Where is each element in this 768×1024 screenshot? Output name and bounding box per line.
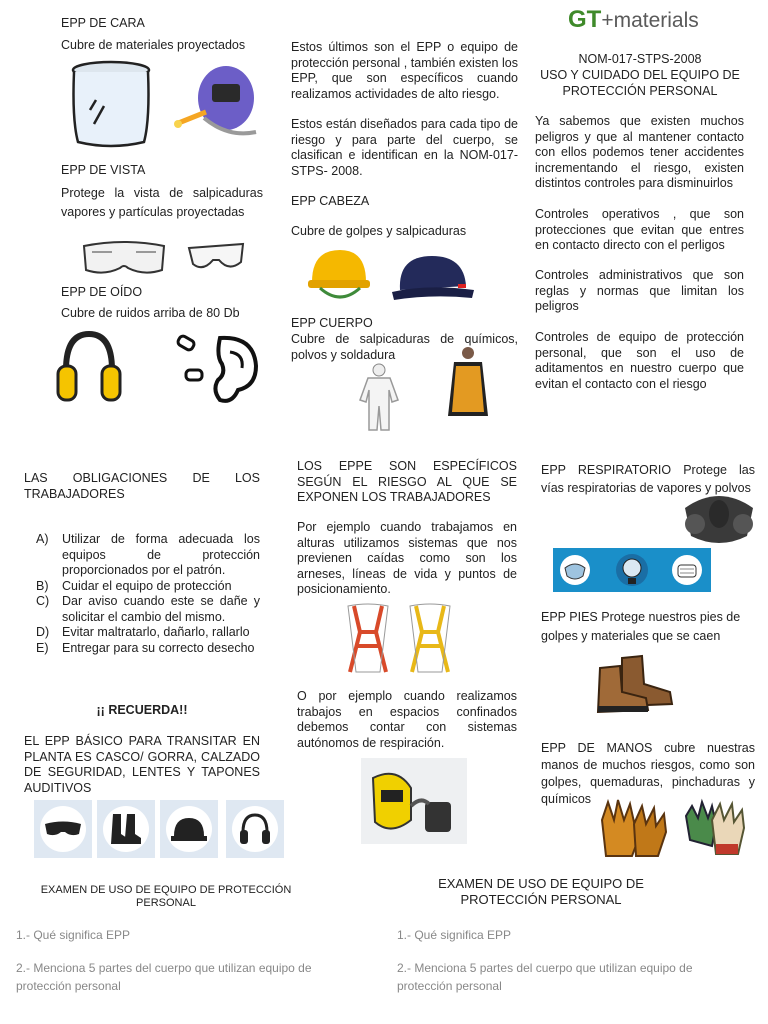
list-item: E) Entregar para su correcto desecho — [36, 640, 255, 655]
harness-icon — [402, 602, 458, 674]
manos-title: EPP DE MANOS — [541, 741, 653, 755]
goggles-icon — [43, 820, 83, 838]
alturas-paragraph: Por ejemplo cuando trabajamos en alturas utilizamos sistemas que nos previenen caídas como son los arneses, líneas de vida y puntos de posicionamiento. — [297, 520, 517, 596]
cabeza-title: EPP CABEZA — [291, 194, 370, 208]
logo-gt: GT — [568, 6, 602, 33]
pies-title: EPP PIES — [541, 610, 598, 624]
pies-text — [541, 608, 755, 646]
respiratorio-title: EPP RESPIRATORIO — [541, 463, 672, 477]
exam-title-left: EXAMEN DE USO DE EQUIPO DE PROTECCIÓN PERSONAL — [40, 884, 292, 909]
cuerpo-title: EPP CUERPO — [291, 316, 373, 330]
logo-rest: +materials — [601, 9, 699, 32]
brand-logo — [568, 6, 699, 36]
ear-plugs-icon — [172, 330, 262, 410]
confinados-paragraph: O por ejemplo cuando realizamos trabajos en espacios confinados debemos contar con sistemas autónomos de respiración. — [297, 689, 517, 750]
earmuffs-tile — [226, 800, 284, 858]
exam-question-2-mid: 2.- Menciona 5 partes del cuerpo que utilizan equipo de protección personal — [397, 961, 693, 993]
helmet-tile — [160, 800, 218, 858]
safety-glasses-icon — [185, 238, 247, 278]
cara-desc: Cubre de materiales proyectados — [61, 38, 246, 52]
col3-paragraph-1: Ya sabemos que existen muchos peligros y que al mantener contacto con ellos podemos tener accidentes incrementando el riesgo, existen distintos controles para disminuirlos — [535, 114, 744, 190]
obligaciones-title: LAS OBLIGACIONES DE LOS TRABAJADORES — [24, 471, 260, 501]
gas-mask-icon — [615, 552, 649, 588]
work-gloves-icon — [682, 796, 754, 858]
coverall-suit-icon — [356, 362, 402, 432]
recuerda-heading: ¡¡ RECUERDA!! — [96, 703, 188, 717]
oido-desc: Cubre de ruidos arriba de 80 Db — [61, 306, 240, 320]
headphones-icon — [238, 812, 272, 846]
half-face-respirator-icon — [681, 488, 757, 548]
vista-desc: Protege la vista de salpicaduras vapores y partículas proyectadas — [61, 186, 263, 219]
oido-title: EPP DE OÍDO — [61, 285, 143, 299]
col3-paragraph-3: Controles administrativos que son reglas y normas que limitan los peligros — [535, 268, 744, 313]
intro-paragraph-1: Estos últimos son el EPP o equipo de protección personal , también existen los EPP, que son específicos cuando realizamos actividades de alto riesgo. — [291, 40, 518, 101]
epp-basico-text: EL EPP BÁSICO PARA TRANSITAR EN PLANTA ES CASCO/ GORRA, CALZADO DE SEGURIDAD, LENTES Y TAPONES AUDITIVOS — [24, 734, 260, 795]
manos-desc: cubre nuestras manos de muchos riesgos, como son golpes, quemaduras, pinchaduras y químicos — [541, 741, 756, 806]
goggles-tile — [34, 800, 92, 858]
boots-tile — [97, 800, 155, 858]
harness-icon — [340, 602, 396, 674]
col3-paragraph-4: Controles de equipo de protección personal, que son el uso de aditamentos en nuestro cuerpo que evitan el contacto con el riesgo — [535, 330, 744, 391]
list-item: A) Utilizar de forma adecuada los equipos de protección proporcionados por el patrón. — [36, 532, 260, 577]
safety-goggles-icon — [78, 236, 170, 280]
respiratory-banner — [553, 548, 711, 592]
nom-title: NOM-017-STPS-2008 — [578, 52, 702, 66]
welding-apron-icon — [440, 346, 496, 420]
eppe-title: LOS EPPE SON ESPECÍFICOS SEGÚN EL RIESGO AL QUE SE EXPONEN LOS TRABAJADORES — [297, 459, 517, 504]
respirator-mask-photo — [361, 758, 467, 844]
boots-icon — [109, 812, 143, 846]
hard-hat-icon — [306, 244, 372, 306]
cabeza-desc: Cubre de golpes y salpicaduras — [291, 224, 467, 238]
exam-question-1-mid: 1.- Qué significa EPP — [397, 928, 512, 942]
leather-gloves-icon — [596, 796, 672, 858]
col3-paragraph-2: Controles operativos , que son protecciones que evitan que entres en contacto directo con el perligos — [535, 207, 744, 252]
exam-question-1-left: 1.- Qué significa EPP — [16, 928, 131, 942]
welding-respirator-icon — [367, 766, 461, 838]
list-item: C) Dar aviso cuando este se dañe y solicitar el cambio del mismo. — [36, 594, 260, 624]
vista-title: EPP DE VISTA — [61, 163, 146, 177]
welding-helmet-icon — [168, 62, 268, 148]
nom-subtitle: USO Y CUIDADO DEL EQUIPO DE PROTECCIÓN PERSONAL — [540, 68, 740, 98]
exam-title-mid: EXAMEN DE USO DE EQUIPO DE PROTECCIÓN PERSONAL — [438, 876, 644, 907]
cara-title: EPP DE CARA — [61, 16, 145, 30]
intro-paragraph-2: Estos están diseñados para cada tipo de riesgo y para parte del cuerpo, se clasifican e identifican en la NOM-017-STPS- 2008. — [291, 117, 518, 178]
exam-question-2-left: 2.- Menciona 5 partes del cuerpo que utilizan equipo de protección personal — [16, 961, 312, 993]
list-item: B) Cuidar el equipo de protección — [36, 578, 232, 593]
pies-desc: Protege nuestros pies de golpes y materiales que se caen — [541, 610, 741, 643]
face-shield-icon — [66, 60, 156, 148]
cap-icon — [388, 250, 478, 306]
obligaciones-list — [24, 532, 260, 656]
dust-mask-icon — [559, 554, 591, 586]
helmet-icon — [170, 814, 208, 844]
earmuffs-icon — [56, 330, 122, 408]
cuerpo-desc: Cubre de salpicaduras de químicos, polvos y soldadura — [291, 332, 518, 362]
list-item: D) Evitar maltratarlo, dañarlo, rallarlo — [36, 625, 250, 639]
surgical-mask-icon — [671, 554, 703, 586]
respiratorio-desc: Protege las vías respiratorias de vapores y polvos — [541, 463, 755, 495]
safety-boots-icon — [592, 654, 676, 714]
